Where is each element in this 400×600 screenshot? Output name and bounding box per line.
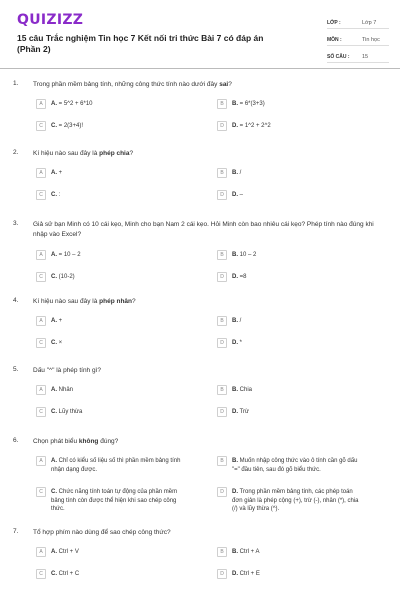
option-value: Trong phần mềm bảng tính, các phép toán đơn giản là phép cộng (+), trừ (-), nhân (*), chia (/) và lũy thừa (^). [232,489,359,512]
option-value: Lũy thừa [58,409,83,415]
answer-option-d[interactable] [217,338,367,351]
answer-option-b[interactable] [217,316,367,329]
option-label: A. [51,458,57,464]
option-value: = 6*(3+3) [239,101,265,107]
option-letter-box: C [36,569,46,579]
question-text [33,366,378,376]
answer-option-b[interactable] [217,99,367,112]
option-value: = 1^2 + 2^2 [239,123,271,129]
option-value: Ctrl + C [58,571,80,577]
question-text-part: ? [129,150,134,157]
option-text [51,317,181,326]
option-letter-box: C [36,121,46,131]
option-label: D. [232,489,238,495]
answer-option-d[interactable] [217,487,367,511]
option-value: Trừ [239,409,250,415]
option-value: = 10 – 2 [58,252,81,258]
option-text [51,488,181,514]
answer-option-d[interactable] [217,569,367,582]
question-text [33,297,378,307]
option-value: = 5^2 + 6*10 [58,101,93,107]
meta-value: Lớp 7 [362,20,377,26]
option-text [232,169,362,178]
option-text [51,251,181,260]
option-value: / [239,318,242,324]
question-number: 6. [13,437,19,444]
answer-option-a[interactable] [36,250,186,263]
answer-option-a[interactable] [36,456,186,480]
question-text [33,80,378,90]
option-label: D. [232,409,238,415]
answer-option-b[interactable] [217,168,367,181]
option-label: A. [51,549,57,555]
option-text [232,548,362,557]
option-label: D. [232,274,238,280]
option-text [232,339,362,348]
answer-option-a[interactable] [36,547,186,560]
option-value: : [58,192,61,198]
option-letter-box: A [36,456,46,466]
option-letter-box: A [36,316,46,326]
option-text [51,548,181,557]
option-value: = 2(3+4)! [58,123,84,129]
option-letter-box: B [217,385,227,395]
option-letter-box: D [217,338,227,348]
option-text [51,273,181,282]
option-text [51,457,181,474]
option-letter-box: B [217,168,227,178]
question-text-part: Giả sử bạn Minh có 10 cái kẹo, Minh cho bạn Nam 2 cái kẹo. Hỏi Minh còn bao nhiêu cái kẹo? Phép tính nào đúng khi nhập vào Excel? [33,221,374,238]
meta-value: Tin học [362,37,380,43]
header-divider [0,68,400,69]
option-text [51,191,181,200]
answer-option-a[interactable] [36,168,186,181]
option-text [232,273,362,282]
option-label: D. [232,192,238,198]
option-text [232,457,362,474]
option-letter-box: A [36,385,46,395]
option-letter-box: D [217,487,227,497]
option-label: C. [51,192,57,198]
option-label: B. [232,170,238,176]
option-letter-box: D [217,407,227,417]
option-value: Ctrl + E [239,571,260,577]
option-value: =8 [239,274,247,280]
option-label: A. [51,252,57,258]
question-text [33,149,378,159]
meta-label: SỐ CÂU : [327,54,350,60]
document-title: 15 câu Trắc nghiệm Tin học 7 Kết nối tri thức Bài 7 có đáp án (Phần 2) [17,33,264,54]
option-letter-box: B [217,456,227,466]
option-letter-box: B [217,250,227,260]
meta-value: 15 [362,54,369,60]
option-text [232,488,362,514]
option-letter-box: A [36,168,46,178]
option-letter-box: D [217,272,227,282]
option-label: A. [51,170,57,176]
question-emphasis: phép nhân [99,298,132,305]
option-label: A. [51,101,57,107]
question-text-part: ? [228,81,232,88]
option-letter-box: A [36,99,46,109]
question-number: 1. [13,80,19,87]
answer-option-d[interactable] [217,272,367,285]
option-value: + [58,170,63,176]
question-text [33,437,378,447]
question-number: 4. [13,297,19,304]
question-number: 5. [13,366,19,373]
meta-info [327,13,389,64]
option-value: (10-2) [58,274,75,280]
question-number: 3. [13,220,19,227]
answer-option-d[interactable] [217,407,367,420]
option-text [51,169,181,178]
answer-option-d[interactable] [217,190,367,203]
option-label: B. [232,549,238,555]
question-number: 2. [13,149,19,156]
answer-option-c[interactable] [36,190,186,203]
option-value: Chỉ có kiểu số liệu số thì phần mềm bảng tính nhận dạng được. [51,458,181,473]
option-value: Ctrl + A [239,549,260,555]
option-label: D. [232,123,238,129]
answer-option-d[interactable] [217,121,367,134]
question-text-part: Trong phần mềm bảng tính, những công thức tính nào dưới đây [33,81,220,88]
option-letter-box: D [217,569,227,579]
answer-option-c[interactable] [36,487,186,511]
option-value: Muốn nhập công thức vào ô tính cần gõ dấu "=" đầu tiên, sau đó gõ biểu thức. [232,458,358,473]
option-letter-box: D [217,121,227,131]
option-value: × [58,340,63,346]
question-text-part: Chọn phát biểu [33,438,79,445]
option-letter-box: C [36,190,46,200]
question-text-part: Dấu "^" là phép tính gì? [33,367,102,374]
answer-option-c[interactable] [36,121,186,134]
option-text [51,386,181,395]
question-emphasis: phép chia [99,150,130,157]
option-letter-box: C [36,407,46,417]
option-value: Chia [239,387,253,393]
option-text [232,100,362,109]
option-value: Chức năng tính toán tự động của phần mềm bảng tính còn được thể hiện khi sao chép công thức. [51,489,178,512]
option-text [232,251,362,260]
meta-row-subject [327,30,389,46]
option-text [232,122,362,131]
option-label: C. [51,274,57,280]
option-text [232,386,362,395]
question-emphasis: không [78,438,99,445]
option-text [232,191,362,200]
answer-option-b[interactable] [217,385,367,398]
option-text [232,408,362,417]
option-text [51,339,181,348]
question-text-part: Tổ hợp phím nào dùng để sao chép công thức? [33,529,171,536]
option-text [51,122,181,131]
option-value: / [239,170,242,176]
question-text-part: Kí hiệu nào sau đây là [33,298,100,305]
option-label: A. [51,387,57,393]
option-value: Nhân [58,387,74,393]
answer-option-b[interactable] [217,250,367,263]
answer-option-c[interactable] [36,569,186,582]
option-value: 10 – 2 [239,252,257,258]
question-text-part: đúng? [98,438,119,445]
answer-option-c[interactable] [36,272,186,285]
question-text-part: ? [132,298,136,305]
option-label: C. [51,489,57,495]
option-letter-box: A [36,250,46,260]
answer-option-c[interactable] [36,407,186,420]
option-text [51,100,181,109]
option-letter-box: B [217,316,227,326]
option-value: * [239,340,243,346]
option-text [232,317,362,326]
option-label: C. [51,409,57,415]
option-label: C. [51,571,57,577]
option-value: – [239,192,244,198]
option-label: C. [51,123,57,129]
question-number: 7. [13,528,19,535]
question-text [33,528,378,538]
option-letter-box: C [36,272,46,282]
option-value: + [58,318,63,324]
option-text [232,570,362,579]
answer-option-a[interactable] [36,385,186,398]
option-label: D. [232,571,238,577]
option-letter-box: D [217,190,227,200]
document-header [0,0,400,65]
option-label: B. [232,458,238,464]
option-letter-box: C [36,487,46,497]
answer-option-b[interactable] [217,547,367,560]
meta-label: MÔN : [327,37,342,43]
quizizz-logo: QUIZIZZ [17,12,84,28]
option-value: Ctrl + V [58,549,79,555]
option-letter-box: B [217,99,227,109]
question-emphasis: sai [219,81,229,88]
option-letter-box: C [36,338,46,348]
answer-option-b[interactable] [217,456,367,480]
meta-row-question-count [327,47,389,63]
option-letter-box: A [36,547,46,557]
meta-label: LỚP : [327,20,341,26]
answer-option-a[interactable] [36,316,186,329]
option-label: B. [232,387,238,393]
option-label: B. [232,252,238,258]
option-label: B. [232,101,238,107]
option-label: A. [51,318,57,324]
meta-row-class [327,13,389,29]
question-text-part: Kí hiệu nào sau đây là [33,150,100,157]
option-text [51,408,181,417]
option-label: C. [51,340,57,346]
option-label: D. [232,340,238,346]
option-text [51,570,181,579]
option-letter-box: B [217,547,227,557]
option-label: B. [232,318,238,324]
answer-option-a[interactable] [36,99,186,112]
answer-option-c[interactable] [36,338,186,351]
question-text [33,220,378,240]
